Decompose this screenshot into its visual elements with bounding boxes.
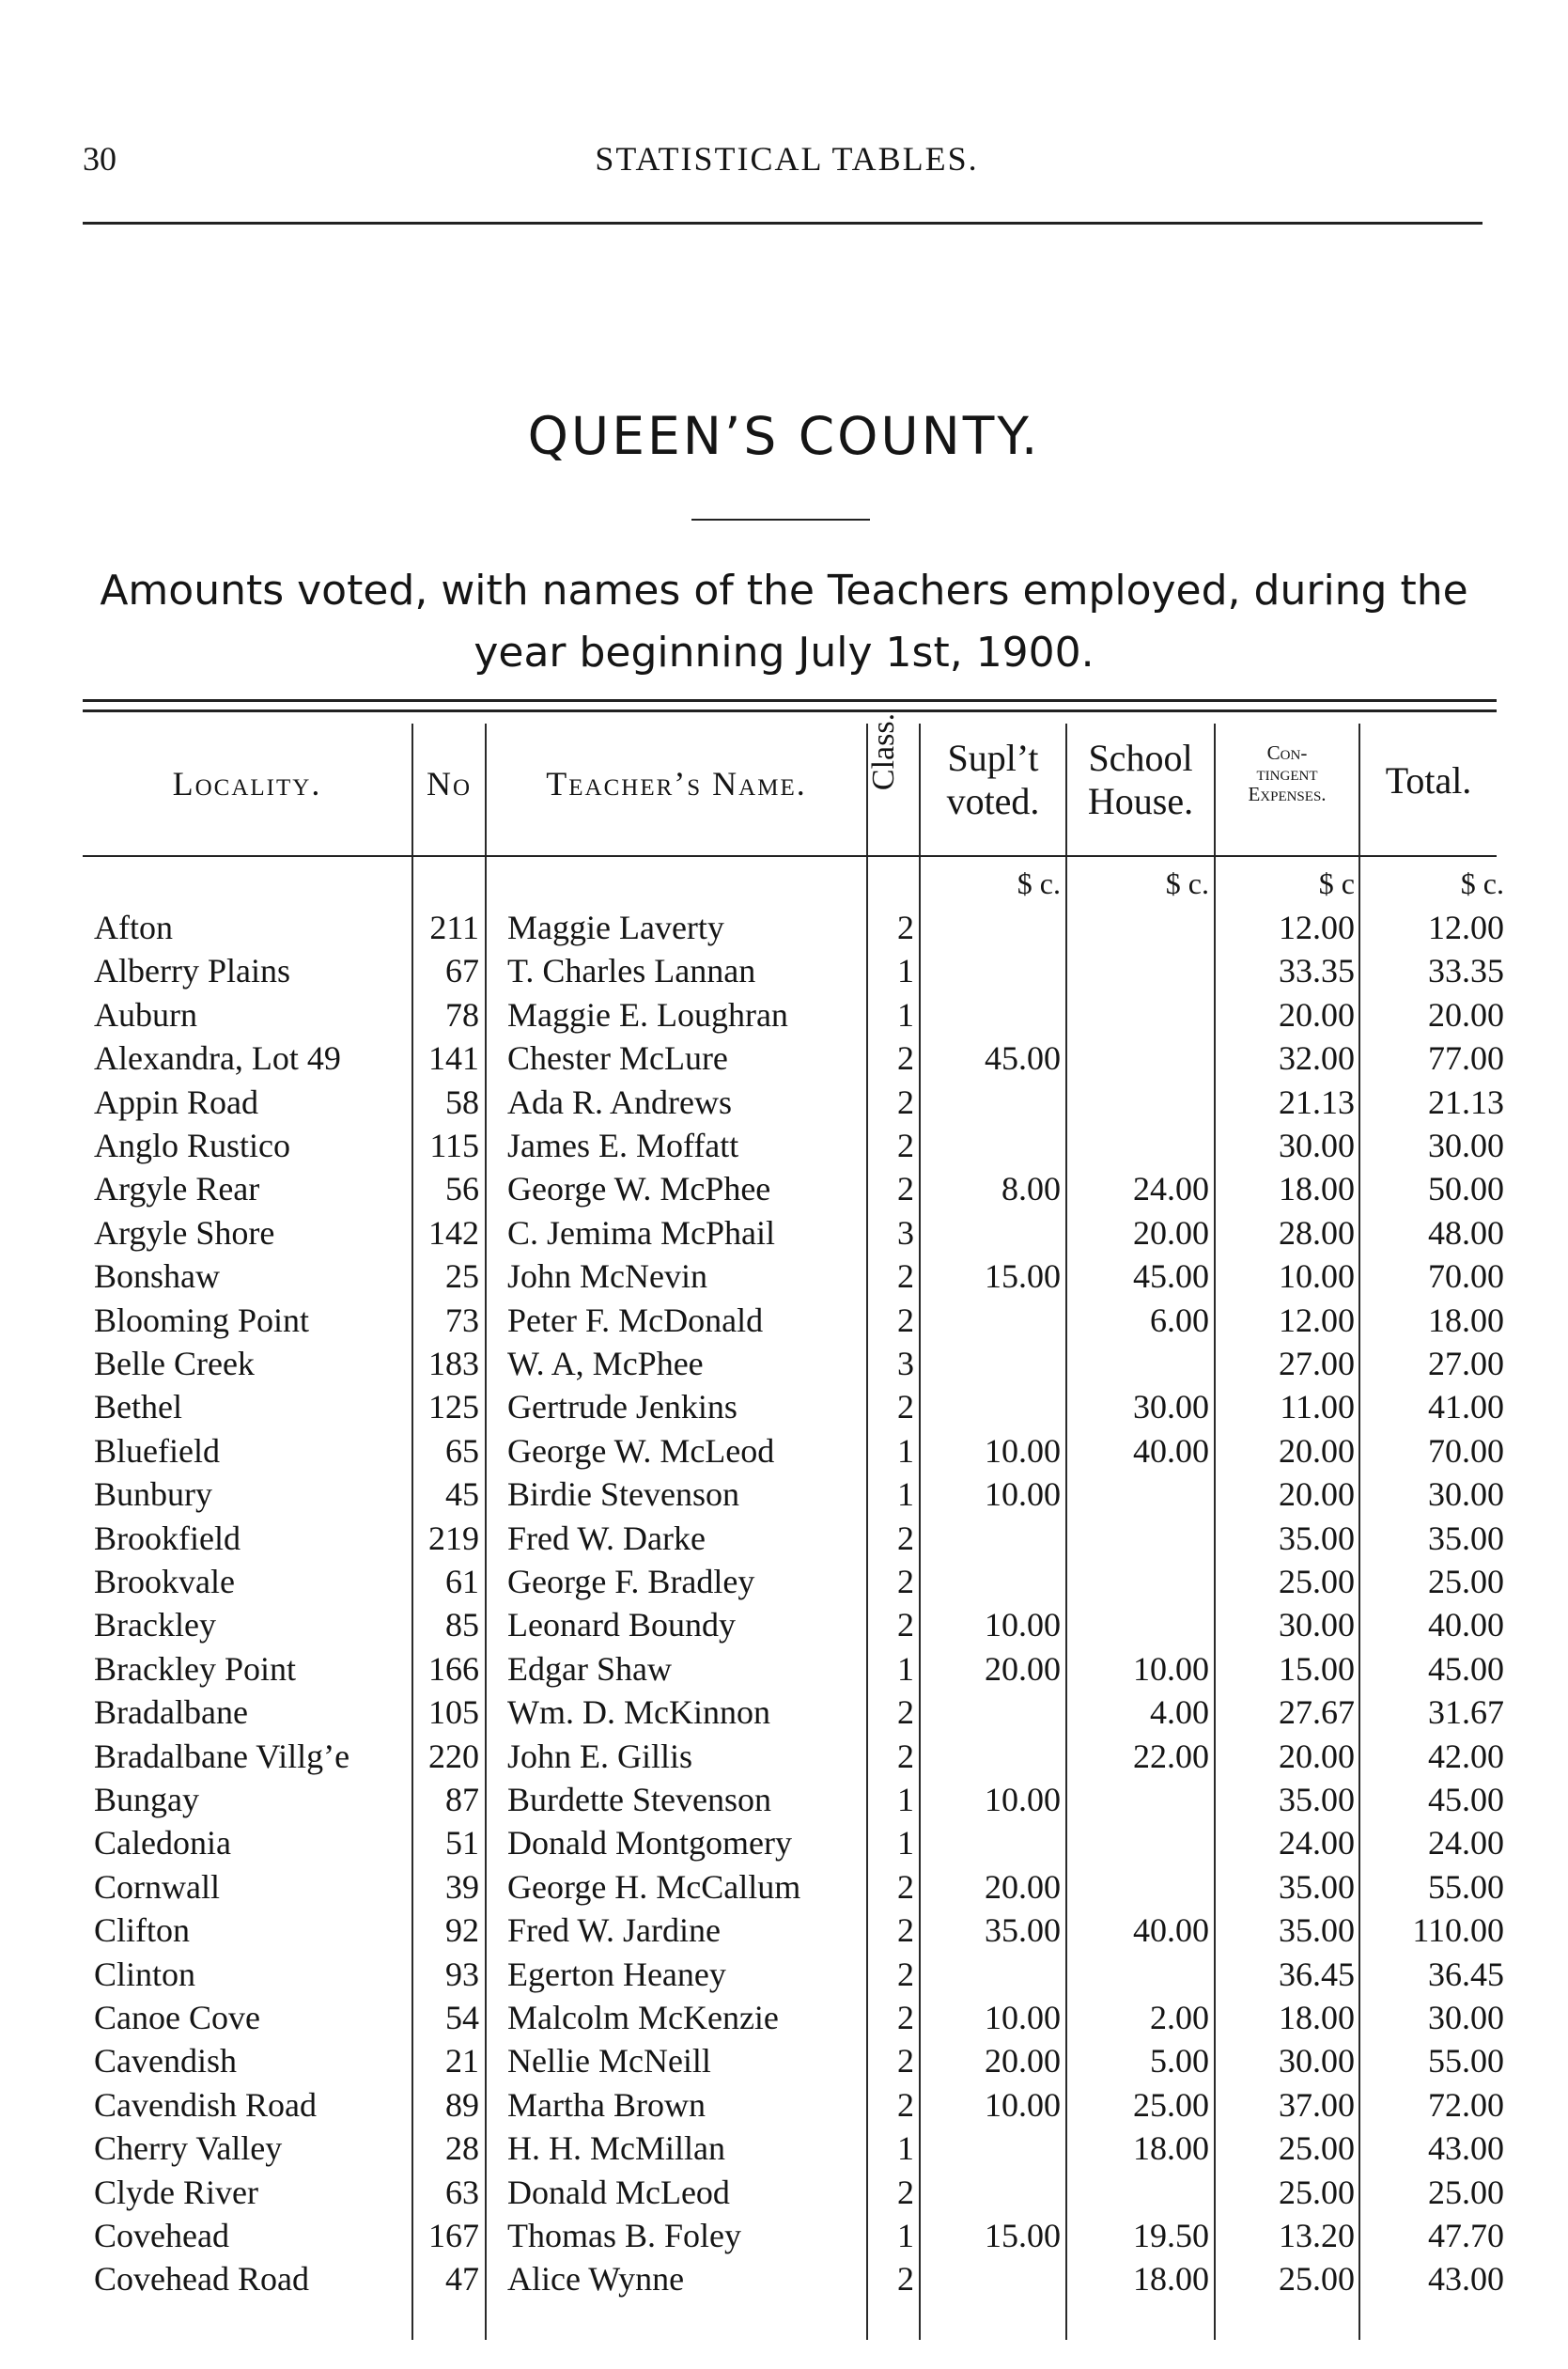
teacher-name-cell: John McNevin [507,1257,707,1296]
total-cell: 70.00 [1428,1431,1504,1470]
total-cell: 55.00 [1428,2042,1504,2081]
header-bottom-rule [83,855,1497,857]
class-cell: 2 [897,1867,914,1906]
header-contingent-line-3: Expenses. [1248,783,1327,805]
class-cell: 3 [897,1213,914,1252]
teacher-name-cell: Leonard Boundy [507,1606,736,1644]
locality-cell: Cavendish Road [94,2085,317,2124]
total-cell: 45.00 [1428,1649,1504,1688]
teacher-name-cell: George W. McPhee [507,1170,771,1208]
locality-cell: Cornwall [94,1867,220,1906]
total-cell: 18.00 [1428,1301,1504,1339]
suplt-voted-cell: 10.00 [985,1606,1061,1644]
suplt-voted-cell: 10.00 [985,1781,1061,1818]
subtitle-line-2: year beginning July 1st, 1900. [474,629,1094,677]
table-row [0,2039,1568,2082]
table-row [0,906,1568,949]
suplt-voted-cell: 10.00 [985,1999,1061,2036]
title-rule [691,519,870,521]
number-cell: 105 [428,1693,479,1732]
contingent-expenses-cell: 11.00 [1280,1388,1355,1426]
total-cell: 31.67 [1428,1693,1504,1732]
school-house-cell: 25.00 [1133,2085,1209,2124]
locality-cell: Belle Creek [94,1345,255,1382]
number-cell: 67 [445,952,479,990]
contingent-expenses-cell: 21.13 [1279,1083,1355,1121]
number-cell: 65 [445,1431,479,1470]
number-cell: 87 [445,1781,479,1818]
table-row [0,1255,1568,1298]
locality-cell: Brookfield [94,1519,241,1557]
contingent-expenses-cell: 12.00 [1279,909,1355,946]
number-cell: 92 [445,1911,479,1950]
header-contingent-line-1: Con- [1266,741,1308,764]
locality-cell: Appin Road [94,1083,258,1121]
class-cell: 2 [897,1127,914,1164]
teacher-name-cell: Maggie Laverty [507,909,724,946]
number-cell: 219 [428,1519,479,1557]
teacher-name-cell: Donald Montgomery [507,1824,792,1862]
total-cell: 45.00 [1428,1781,1504,1818]
total-cell: 110.00 [1412,1911,1504,1950]
locality-cell: Afton [94,909,173,946]
locality-cell: Auburn [94,995,197,1034]
locality-cell: Argyle Shore [94,1213,275,1252]
subtitle-line-1: Amounts voted, with names of the Teachers employed, during the [100,567,1468,615]
suplt-voted-cell: 15.00 [985,2217,1061,2254]
class-cell: 2 [897,2042,914,2081]
total-cell: 36.45 [1428,1955,1504,1993]
subtitle [56,560,1512,684]
unit-total: $ c. [1460,866,1504,900]
contingent-expenses-cell: 30.00 [1279,1606,1355,1644]
contingent-expenses-cell: 25.00 [1279,1563,1355,1600]
total-cell: 30.00 [1428,1475,1504,1514]
total-cell: 12.00 [1428,909,1504,946]
table-row [0,1953,1568,1996]
table-top-rule-double [83,709,1497,712]
locality-cell: Clifton [94,1911,191,1950]
class-cell: 2 [897,1911,914,1950]
table-row [0,1778,1568,1821]
teacher-name-cell: Nellie McNeill [507,2042,711,2081]
class-cell: 3 [897,1345,914,1382]
total-cell: 42.00 [1428,1737,1504,1775]
locality-cell: Bradalbane Villg’e [94,1737,350,1775]
header-locality: Locality. [172,765,322,803]
number-cell: 85 [445,1606,479,1644]
class-cell: 2 [897,1606,914,1644]
class-cell: 2 [897,1257,914,1296]
school-house-cell: 20.00 [1133,1213,1209,1252]
number-cell: 63 [445,2173,479,2211]
header-school-line-2: House. [1087,780,1194,822]
table-row [0,1299,1568,1342]
number-cell: 125 [428,1388,479,1426]
teacher-name-cell: Peter F. McDonald [507,1301,764,1339]
locality-cell: Alexandra, Lot 49 [94,1039,341,1078]
school-house-cell: 19.50 [1133,2217,1209,2254]
teacher-name-cell: Birdie Stevenson [507,1475,739,1514]
number-cell: 78 [445,995,479,1034]
total-cell: 72.00 [1428,2085,1504,2124]
contingent-expenses-cell: 20.00 [1279,1431,1355,1470]
school-house-cell: 30.00 [1133,1388,1209,1426]
class-cell: 2 [897,1388,914,1426]
number-cell: 141 [428,1039,479,1078]
total-cell: 70.00 [1428,1257,1504,1296]
header-school-line-1: School [1088,737,1193,779]
header-class: Class. [866,712,901,791]
teacher-name-cell: Egerton Heaney [507,1955,726,1993]
contingent-expenses-cell: 15.00 [1279,1649,1355,1688]
number-cell: 39 [445,1867,479,1906]
table-row [0,2083,1568,2127]
number-cell: 51 [445,1824,479,1862]
teacher-name-cell: John E. Gillis [507,1737,693,1775]
locality-cell: Covehead [94,2217,229,2254]
table-row [0,949,1568,992]
unit-suplt: $ c. [1017,866,1061,900]
school-house-cell: 4.00 [1150,1693,1209,1732]
table-top-rule [83,699,1497,702]
number-cell: 183 [428,1345,479,1382]
header-contingent-line-2: tingent [1256,762,1318,785]
total-cell: 30.00 [1428,1999,1504,2036]
number-cell: 166 [428,1649,479,1688]
total-cell: 33.35 [1428,952,1504,990]
number-cell: 56 [445,1170,479,1208]
teacher-name-cell: H. H. McMillan [507,2129,725,2168]
table-row [0,1211,1568,1255]
running-title: STATISTICAL TABLES. [595,140,979,178]
class-cell: 2 [897,1083,914,1121]
total-cell: 40.00 [1428,1606,1504,1644]
class-cell: 2 [897,1301,914,1339]
teacher-name-cell: Fred W. Darke [507,1519,706,1557]
locality-cell: Canoe Cove [94,1999,260,2036]
teacher-name-cell: Donald McLeod [507,2173,730,2211]
class-cell: 1 [897,1475,914,1514]
total-cell: 41.00 [1428,1388,1504,1426]
table-row [0,1647,1568,1691]
class-cell: 1 [897,995,914,1034]
suplt-voted-cell: 10.00 [985,2085,1061,2124]
class-cell: 2 [897,1039,914,1078]
teacher-name-cell: Maggie E. Loughran [507,995,788,1034]
class-cell: 1 [897,1781,914,1818]
total-cell: 55.00 [1428,1867,1504,1906]
contingent-expenses-cell: 27.00 [1279,1345,1355,1382]
class-cell: 2 [897,1170,914,1208]
school-house-cell: 6.00 [1150,1301,1209,1339]
locality-cell: Clyde River [94,2173,258,2211]
total-cell: 50.00 [1428,1170,1504,1208]
number-cell: 73 [445,1301,479,1339]
locality-cell: Cavendish [94,2042,237,2081]
header-suplt-voted [921,737,1065,823]
school-house-cell: 10.00 [1133,1649,1209,1688]
locality-cell: Bethel [94,1388,182,1426]
teacher-name-cell: George H. McCallum [507,1867,801,1906]
contingent-expenses-cell: 18.00 [1279,1170,1355,1208]
class-cell: 1 [897,1649,914,1688]
contingent-expenses-cell: 35.00 [1279,1911,1355,1950]
teacher-name-cell: Edgar Shaw [507,1649,672,1688]
locality-cell: Bradalbane [94,1693,248,1732]
class-cell: 2 [897,2260,914,2299]
class-cell: 2 [897,1693,914,1732]
total-cell: 47.70 [1428,2217,1504,2254]
school-house-cell: 40.00 [1133,1911,1209,1950]
class-cell: 2 [897,1519,914,1557]
teacher-name-cell: Chester McLure [507,1039,728,1078]
school-house-cell: 18.00 [1133,2260,1209,2299]
table-row [0,1517,1568,1560]
class-cell: 2 [897,1737,914,1775]
table-row [0,1429,1568,1473]
header-suplt-line-2: voted. [946,780,1040,822]
header-school-house [1067,737,1214,823]
teacher-name-cell: Burdette Stevenson [507,1781,771,1818]
header-total: Total. [1385,759,1472,802]
table-row [0,1560,1568,1603]
class-cell: 2 [897,909,914,946]
teacher-name-cell: Martha Brown [507,2085,706,2124]
table-row [0,993,1568,1036]
class-cell: 2 [897,1999,914,2036]
header-teacher-name: Teacher’s Name. [546,765,807,803]
unit-school: $ c. [1165,866,1209,900]
table-row [0,2127,1568,2170]
teacher-name-cell: George W. McLeod [507,1431,775,1470]
contingent-expenses-cell: 35.00 [1279,1867,1355,1906]
total-cell: 30.00 [1428,1127,1504,1164]
number-cell: 142 [428,1213,479,1252]
total-cell: 21.13 [1428,1083,1504,1121]
contingent-expenses-cell: 27.67 [1279,1693,1355,1732]
total-cell: 20.00 [1428,995,1504,1034]
table-row [0,1603,1568,1646]
contingent-expenses-cell: 35.00 [1279,1519,1355,1557]
table-row [0,2171,1568,2214]
school-house-cell: 45.00 [1133,1257,1209,1296]
locality-cell: Covehead Road [94,2260,309,2299]
total-cell: 48.00 [1428,1213,1504,1252]
class-cell: 1 [897,2129,914,2168]
contingent-expenses-cell: 25.00 [1279,2129,1355,2168]
locality-cell: Caledonia [94,1824,231,1862]
suplt-voted-cell: 10.00 [985,1431,1061,1470]
teacher-name-cell: T. Charles Lannan [507,952,756,990]
unit-contingent: $ c [1318,866,1355,900]
locality-cell: Bluefield [94,1431,220,1470]
teacher-name-cell: Alice Wynne [507,2260,685,2299]
header-suplt-line-1: Supl’t [947,737,1039,779]
locality-cell: Clinton [94,1955,196,1993]
teacher-name-cell: Thomas B. Foley [507,2217,741,2254]
table-row [0,1385,1568,1428]
table-row [0,1735,1568,1778]
contingent-expenses-cell: 25.00 [1279,2260,1355,2299]
contingent-expenses-cell: 20.00 [1279,995,1355,1034]
locality-cell: Brackley Point [94,1649,296,1688]
table-row [0,1081,1568,1124]
locality-cell: Bunbury [94,1475,212,1514]
class-cell: 1 [897,2217,914,2254]
total-cell: 43.00 [1428,2260,1504,2299]
header-contingent-expenses [1216,742,1358,804]
total-cell: 35.00 [1428,1519,1504,1557]
contingent-expenses-cell: 25.00 [1279,2173,1355,2211]
school-house-cell: 18.00 [1133,2129,1209,2168]
class-cell: 1 [897,1824,914,1862]
contingent-expenses-cell: 24.00 [1279,1824,1355,1862]
number-cell: 28 [445,2129,479,2168]
school-house-cell: 40.00 [1133,1431,1209,1470]
locality-cell: Brookvale [94,1563,235,1600]
number-cell: 89 [445,2085,479,2124]
table-row [0,1909,1568,1952]
teacher-name-cell: C. Jemima McPhail [507,1213,775,1252]
school-house-cell: 2.00 [1150,1999,1209,2036]
locality-cell: Blooming Point [94,1301,310,1339]
class-cell: 2 [897,2173,914,2211]
locality-cell: Anglo Rustico [94,1127,291,1164]
table-row [0,1124,1568,1167]
table-row [0,2214,1568,2257]
class-cell: 1 [897,1431,914,1470]
school-house-cell: 5.00 [1150,2042,1209,2081]
contingent-expenses-cell: 10.00 [1279,1257,1355,1296]
contingent-expenses-cell: 32.00 [1279,1039,1355,1078]
locality-cell: Bonshaw [94,1257,220,1296]
suplt-voted-cell: 20.00 [985,1867,1061,1906]
teacher-name-cell: Malcolm McKenzie [507,1999,779,2036]
locality-cell: Argyle Rear [94,1170,260,1208]
running-head [83,139,1491,180]
contingent-expenses-cell: 37.00 [1279,2085,1355,2124]
school-house-cell: 24.00 [1133,1170,1209,1208]
suplt-voted-cell: 15.00 [985,1257,1061,1296]
school-house-cell: 22.00 [1133,1737,1209,1775]
locality-cell: Cherry Valley [94,2129,283,2168]
contingent-expenses-cell: 18.00 [1279,1999,1355,2036]
suplt-voted-cell: 20.00 [985,1649,1061,1688]
number-cell: 58 [445,1083,479,1121]
number-cell: 54 [445,1999,479,2036]
county-title: QUEEN’S COUNTY. [527,406,1041,466]
number-cell: 25 [445,1257,479,1296]
table-row [0,1865,1568,1909]
suplt-voted-cell: 45.00 [985,1039,1061,1078]
contingent-expenses-cell: 28.00 [1279,1213,1355,1252]
locality-cell: Bungay [94,1781,199,1818]
page-number: 30 [83,140,116,178]
total-cell: 25.00 [1428,2173,1504,2211]
class-cell: 2 [897,1955,914,1993]
contingent-expenses-cell: 13.20 [1279,2217,1355,2254]
total-cell: 77.00 [1428,1039,1504,1078]
total-cell: 27.00 [1428,1345,1504,1382]
teacher-name-cell: George F. Bradley [507,1563,755,1600]
suplt-voted-cell: 10.00 [985,1475,1061,1514]
number-cell: 93 [445,1955,479,1993]
table-row [0,1473,1568,1516]
number-cell: 211 [429,909,479,946]
class-cell: 1 [897,952,914,990]
contingent-expenses-cell: 36.45 [1279,1955,1355,1993]
class-cell: 2 [897,1563,914,1600]
total-cell: 43.00 [1428,2129,1504,2168]
teacher-name-cell: James E. Moffatt [507,1127,739,1164]
contingent-expenses-cell: 30.00 [1279,1127,1355,1164]
number-cell: 47 [445,2260,479,2299]
teacher-name-cell: Gertrude Jenkins [507,1388,737,1426]
table-row [0,1691,1568,1734]
number-cell: 115 [429,1127,479,1164]
teacher-name-cell: W. A, McPhee [507,1345,704,1382]
number-cell: 45 [445,1475,479,1514]
contingent-expenses-cell: 20.00 [1279,1475,1355,1514]
teacher-name-cell: Fred W. Jardine [507,1911,721,1950]
header-rule [83,222,1483,225]
contingent-expenses-cell: 30.00 [1279,2042,1355,2081]
contingent-expenses-cell: 33.35 [1279,952,1355,990]
teacher-name-cell: Ada R. Andrews [507,1083,732,1121]
suplt-voted-cell: 20.00 [985,2042,1061,2081]
table-row [0,2257,1568,2300]
class-cell: 2 [897,2085,914,2124]
total-cell: 25.00 [1428,1563,1504,1600]
locality-cell: Alberry Plains [94,952,290,990]
number-cell: 167 [428,2217,479,2254]
number-cell: 21 [445,2042,479,2081]
suplt-voted-cell: 8.00 [1001,1170,1061,1208]
teacher-name-cell: Wm. D. McKinnon [507,1693,770,1732]
table-row [0,1036,1568,1080]
contingent-expenses-cell: 12.00 [1279,1301,1355,1339]
locality-cell: Brackley [94,1606,216,1644]
table-row [0,1342,1568,1385]
table-row [0,1821,1568,1864]
header-no: No [426,765,473,803]
contingent-expenses-cell: 35.00 [1279,1781,1355,1818]
suplt-voted-cell: 35.00 [985,1911,1061,1950]
number-cell: 61 [445,1563,479,1600]
total-cell: 24.00 [1428,1824,1504,1862]
contingent-expenses-cell: 20.00 [1279,1737,1355,1775]
table-row [0,1167,1568,1210]
number-cell: 220 [428,1737,479,1775]
table-row [0,1996,1568,2039]
